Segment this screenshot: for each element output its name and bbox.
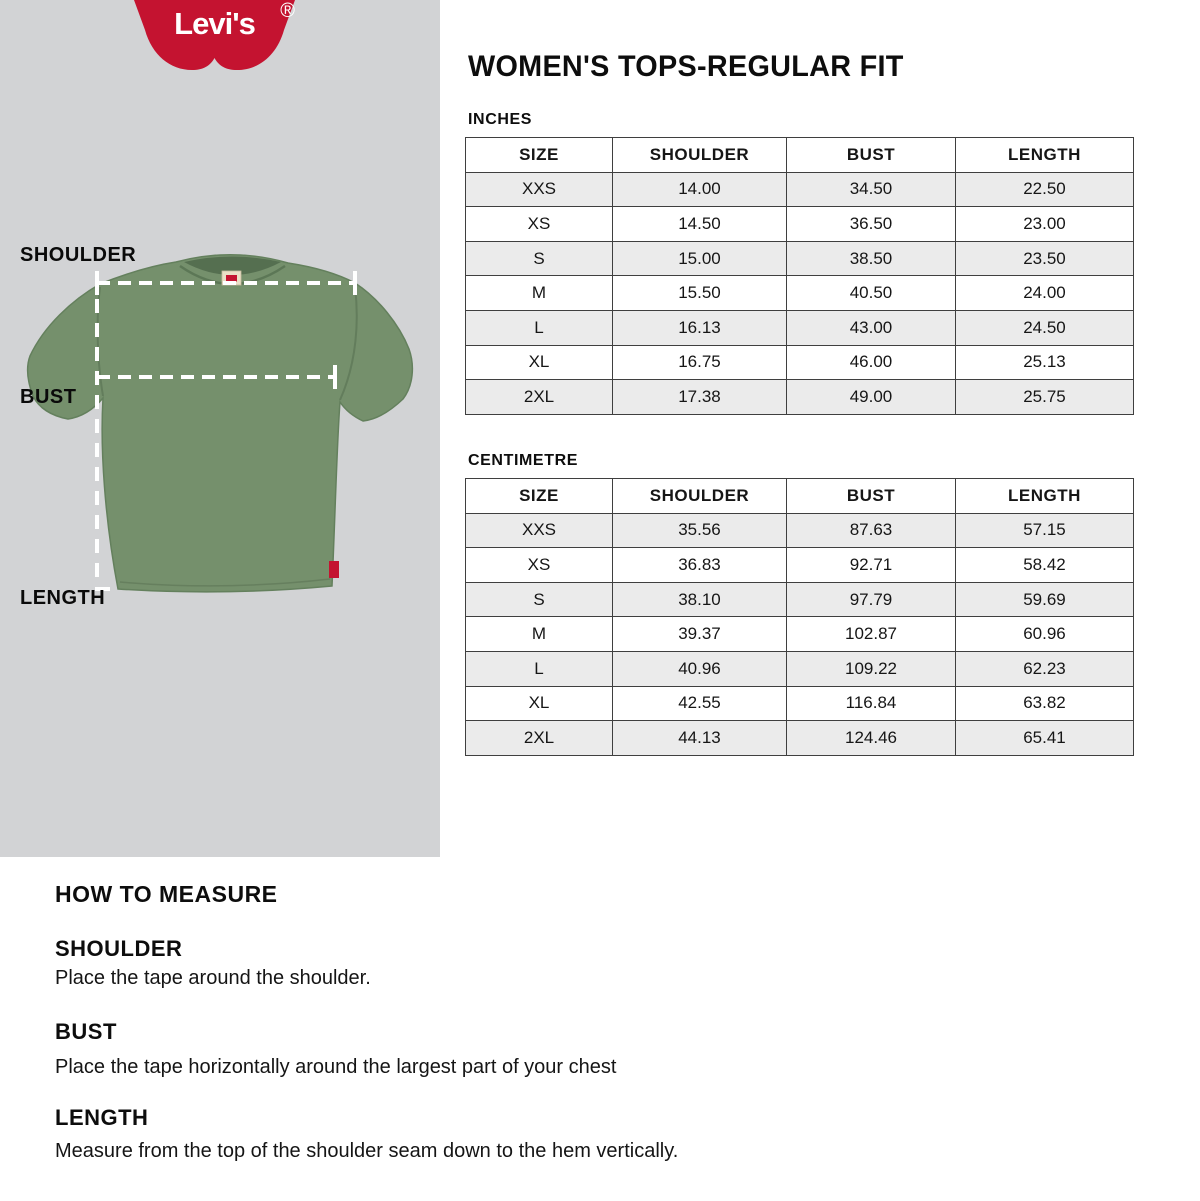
column-header-size: SIZE — [466, 479, 613, 514]
measure-length-heading: LENGTH — [55, 1105, 149, 1130]
measure-bust-text: Place the tape horizontally around the largest part of your chest — [55, 1056, 617, 1078]
inches-section-label: INCHES — [468, 111, 533, 128]
page-title: WOMEN'S TOPS-REGULAR FIT — [468, 50, 904, 83]
table-row: S 38.10 97.79 59.69 — [466, 582, 1134, 617]
how-to-measure-title: HOW TO MEASURE — [55, 881, 278, 907]
measure-length-text: Measure from the top of the shoulder seam down to the hem vertically. — [55, 1140, 679, 1162]
table-row: M 15.50 40.50 24.00 — [466, 276, 1134, 311]
table-row: L 16.13 43.00 24.50 — [466, 310, 1134, 345]
shoulder-diagram-label: SHOULDER — [20, 244, 137, 266]
column-header-bust: BUST — [787, 479, 956, 514]
column-header-length: LENGTH — [956, 138, 1134, 173]
tshirt-diagram — [0, 0, 440, 857]
table-row: 2XL 17.38 49.00 25.75 — [466, 380, 1134, 415]
length-diagram-label: LENGTH — [20, 587, 106, 609]
table-row: XL 42.55 116.84 63.82 — [466, 686, 1134, 721]
table-row: XXS 14.00 34.50 22.50 — [466, 172, 1134, 207]
column-header-bust: BUST — [787, 138, 956, 173]
measure-shoulder-text: Place the tape around the shoulder. — [55, 967, 371, 989]
table-row: XS 14.50 36.50 23.00 — [466, 207, 1134, 242]
centimetre-size-table — [465, 478, 1134, 756]
table-header-row — [466, 138, 1134, 173]
table-row: 2XL 44.13 124.46 65.41 — [466, 721, 1134, 756]
registered-trademark-icon: ® — [280, 0, 295, 22]
logo-wordmark: Levi's — [174, 6, 255, 41]
left-panel — [0, 0, 440, 857]
bust-diagram-label: BUST — [20, 386, 77, 408]
measure-bust-heading: BUST — [55, 1019, 117, 1044]
tshirt-body — [28, 255, 413, 592]
table-row: XXS 35.56 87.63 57.15 — [466, 513, 1134, 548]
table-row: XS 36.83 92.71 58.42 — [466, 548, 1134, 583]
column-header-length: LENGTH — [956, 479, 1134, 514]
column-header-size: SIZE — [466, 138, 613, 173]
centimetre-section-label: CENTIMETRE — [468, 452, 578, 469]
column-header-shoulder: SHOULDER — [613, 479, 787, 514]
column-header-shoulder: SHOULDER — [613, 138, 787, 173]
table-row: L 40.96 109.22 62.23 — [466, 651, 1134, 686]
inches-size-table — [465, 137, 1134, 415]
measure-shoulder-heading: SHOULDER — [55, 936, 183, 961]
table-header-row — [466, 479, 1134, 514]
red-tab-icon — [329, 561, 339, 578]
table-row: XL 16.75 46.00 25.13 — [466, 345, 1134, 380]
table-row: S 15.00 38.50 23.50 — [466, 241, 1134, 276]
table-row: M 39.37 102.87 60.96 — [466, 617, 1134, 652]
